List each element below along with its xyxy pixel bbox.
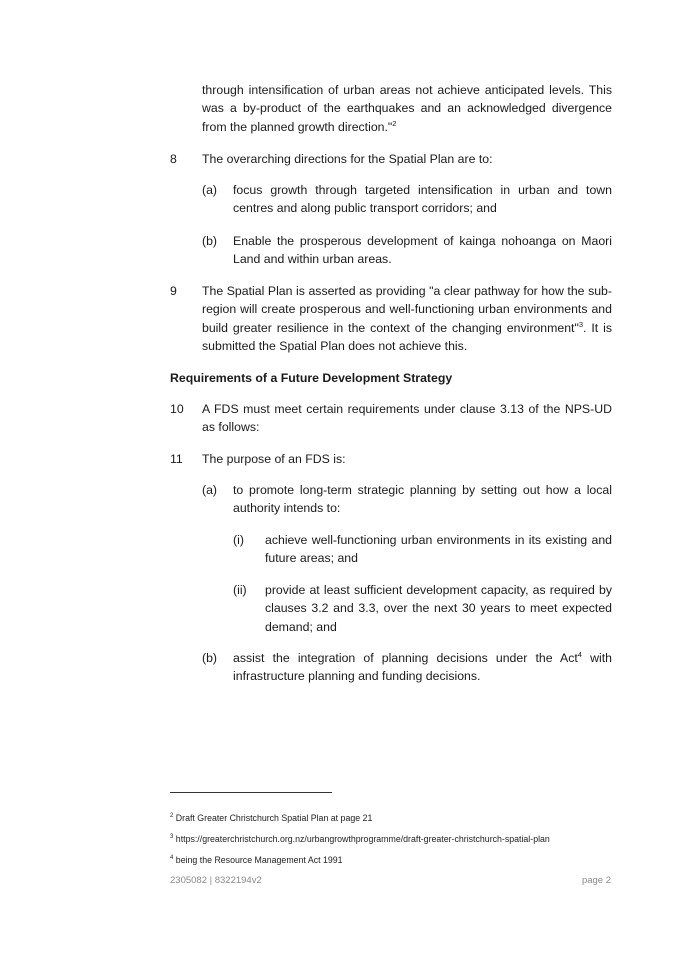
section-heading: Requirements of a Future Development Strategy	[170, 371, 453, 385]
footnote-3-link[interactable]: https://greaterchristchurch.org.nz/urbangrowthprogramme/draft-greater-christchurch-spatial-plan	[175, 834, 550, 844]
footnote-ref-4[interactable]: 4	[577, 649, 582, 659]
item-text-8a: focus growth through targeted intensification in urban and town centres and along public transport corridors; and	[233, 183, 612, 216]
subitem-label-i: (i)	[233, 533, 244, 547]
footnote-4	[170, 854, 343, 866]
footnote-3	[170, 833, 550, 845]
para-8-text: The overarching directions for the Spatial Plan are to:	[202, 152, 493, 166]
item-text-11b	[233, 649, 612, 686]
footnote-4-marker: 4	[170, 855, 174, 862]
document-id: 2305082 | 8322194v2	[170, 875, 262, 886]
footnote-2-text: Draft Greater Christchurch Spatial Plan at page 21	[175, 813, 373, 823]
item-text-11b-part1: assist the integration of planning decisions under the Act	[233, 651, 578, 665]
footnote-4-text: being the Resource Management Act 1991	[175, 855, 343, 865]
item-label-8a: (a)	[202, 183, 218, 197]
para-10-text: A FDS must meet certain requirements under clause 3.13 of the NPS-UD as follows:	[202, 402, 612, 435]
quote-continuation	[202, 81, 612, 136]
footnote-ref-2[interactable]: 2	[392, 118, 397, 128]
item-text-11b-part2: with infrastructure planning and funding decisions.	[233, 651, 612, 684]
subitem-label-ii: (ii)	[233, 583, 247, 597]
item-label-8b: (b)	[202, 234, 218, 248]
footnote-ref-3[interactable]: 3	[578, 319, 584, 329]
item-label-11b: (b)	[202, 651, 218, 665]
subitem-text-i: achieve well-functioning urban environments in its existing and future areas; and	[265, 533, 612, 566]
para-number-11: 11	[170, 452, 183, 466]
page-number: page 2	[581, 875, 611, 886]
item-text-11a: to promote long-term strategic planning by setting out how a local authority intends to:	[233, 483, 612, 516]
item-text-8b: Enable the prosperous development of kainga nohoanga on Maori Land and within urban areas.	[233, 234, 612, 267]
quote-text: through intensification of urban areas not achieve anticipated levels. This was a by-product of the earthquakes and an acknowledged divergence from the planned growth direction."	[202, 83, 612, 134]
footnote-2	[170, 812, 372, 824]
footnote-3-marker: 3	[170, 834, 174, 841]
para-11-text: The purpose of an FDS is:	[202, 452, 346, 466]
para-number-8: 8	[170, 152, 177, 166]
para-number-9: 9	[170, 284, 177, 298]
para-9-text-part1: The Spatial Plan is asserted as providing "a clear pathway for how the sub-region will create prosperous and well-functioning urban environments and build greater resilience in the context of the changing environment"	[202, 284, 612, 335]
para-9-text	[202, 282, 612, 356]
para-number-10: 10	[170, 402, 184, 416]
subitem-text-ii: provide at least sufficient development capacity, as required by clauses 3.2 and 3.3, over the next 30 years to meet expected demand; and	[265, 583, 612, 634]
item-label-11a: (a)	[202, 483, 218, 497]
footnote-2-marker: 2	[170, 813, 174, 820]
footnote-separator	[170, 792, 332, 793]
para-9-text-part2: . It is submitted the Spatial Plan does not achieve this.	[202, 320, 612, 354]
